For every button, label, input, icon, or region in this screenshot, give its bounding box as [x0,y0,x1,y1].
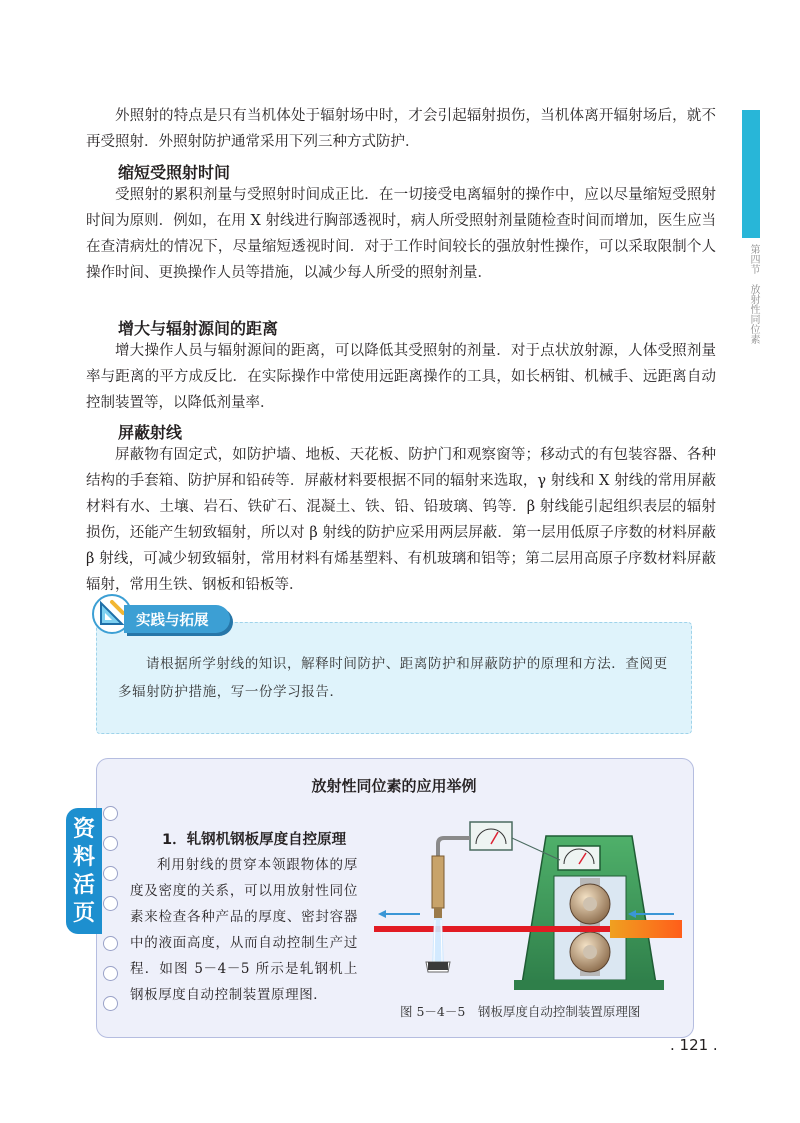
intro-paragraph: 外照射的特点是只有当机体处于辐射场中时，才会引起辐射损伤，当机体离开辐射场后，就不再受照射．外照射防护通常采用下列三种方式防护． [86,108,716,150]
distance-paragraph: 增大操作人员与辐射源间的距离，可以降低其受照射的剂量．对于点状放射源，人体受照剂量率与距离的平方成反比．在实际操作中常使用远距离操作的工具，如长柄钳、机械手、远距离自动控制装置等，以降低剂量率． [86,343,716,411]
binder-ring [103,836,118,851]
heading-distance: 增大与辐射源间的距离 [118,319,279,338]
heading-time: 缩短受照射时间 [118,163,231,182]
binder-ring [103,806,118,821]
info-title: 放射性同位素的应用举例 [311,777,477,795]
info-subheading: 1．轧钢机钢板厚度自控原理 [162,832,347,848]
binder-ring [103,936,118,951]
signal-wire [438,838,470,856]
practice-label-tab [124,605,230,633]
mill-base [514,980,664,990]
figure-caption: 图 5－4－5 钢板厚度自动控制装置原理图 [400,1004,641,1019]
info-text: 利用射线的贯穿本领跟物体的厚度及密度的关系，可以用放射性同位素来检查各种产品的厚度、密封容器中的液面高度，从而自动控制生产过程．如图 5－4－5 所示是轧钢机上钢板厚度自动控制装置原理图． [130,857,358,1003]
steel-plate-thick [610,920,682,938]
practice-text: 请根据所学射线的知识，解释时间防护、距离防护和屏蔽防护的原理和方法．查阅更多辐射防护措施，写一份学习报告． [118,656,668,700]
binder-ring [103,896,118,911]
heading-shielding: 屏蔽射线 [118,423,183,442]
time-paragraph: 受照射的累积剂量与受照射时间成正比．在一切接受电离辐射的操作中，应以尽量缩短受照射时间为原则．例如，在用 X 射线进行胸部透视时，病人所受照射剂量随检查时间而增加，医生应当在查清病灶的情况下，尽量缩短透视时间．对于工作时间较长的强放射性操作，可以采取限制个人操作时间、更换操作人员等措施，以减少每人所受的照射剂量． [86,187,716,281]
section-label: 第四节 放射性同位素 [748,244,759,344]
binder-ring [103,966,118,981]
section-color-strip [742,110,760,238]
frame-meter [558,846,600,870]
binder-ring [103,866,118,881]
binder-ring [103,996,118,1011]
steel-plate-thin [374,926,610,932]
detector-meter [470,822,512,850]
detector-head [432,856,444,908]
info-side-tag [66,808,102,934]
rolling-mill-diagram [374,816,684,994]
info-tag-label: 资料活页 [72,817,95,926]
shielding-paragraph: 屏蔽物有固定式，如防护墙、地板、天花板、防护门和观察窗等；移动式的有包装容器、各种结构的手套箱、防护屏和铅砖等．屏蔽材料要根据不同的辐射来选取，γ 射线和 X 射线的常用屏蔽材料有水、土壤、岩石、铁矿石、混凝土、铁、铅、铅玻璃、钨等．β 射线能引起组织表层的辐射损伤，还能产生轫致辐射，所以对 β 射线的防护应采用两层屏蔽．第一层用低原子序数的材料屏蔽 β 射线，可减少轫致辐射，常用材料有烯基塑料、有机玻璃和铝等；第二层用高原子序数材料屏蔽辐射，常用生铁、钢板和铅板等． [86,447,716,593]
practice-label: 实践与拓展 [136,613,209,629]
page-number: . 121 . [670,1036,718,1054]
